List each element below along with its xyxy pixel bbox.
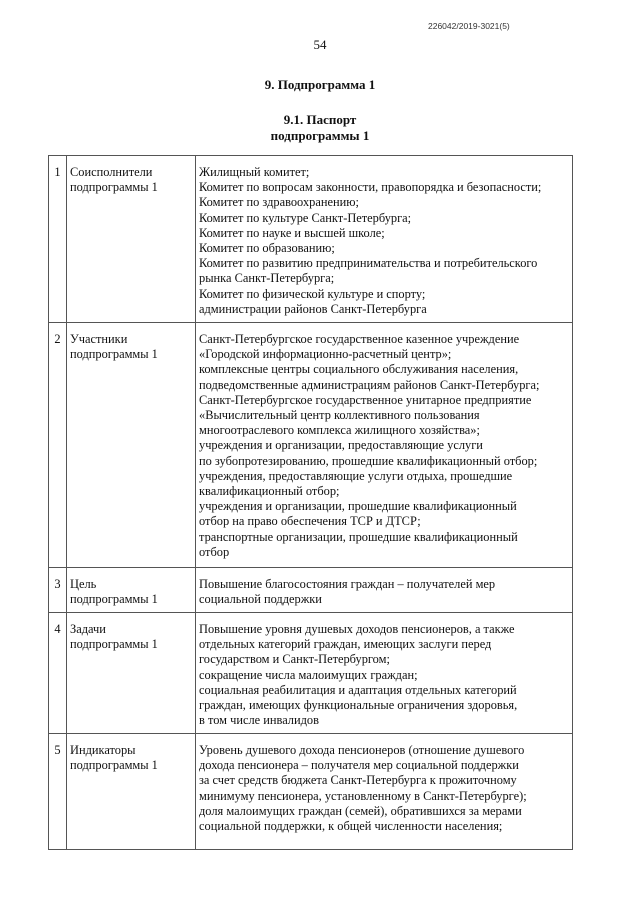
table-row xyxy=(49,568,573,613)
row-label: Соисполнители подпрограммы 1 xyxy=(67,156,196,323)
table-row xyxy=(49,323,573,568)
row-number: 3 xyxy=(49,568,67,613)
row-number: 2 xyxy=(49,323,67,568)
document-id: 226042/2019-3021(5) xyxy=(428,21,510,31)
table-row xyxy=(49,156,573,323)
row-content: Уровень душевого дохода пенсионеров (отношение душевого дохода пенсионера – получателя мер социальной поддержки за счет средств бюджета Санкт-Петербурга к прожиточному минимуму пенсионера, установленному в Санкт-Петербурге); доля малоимущих граждан (семей), обратившихся за мерами социальной поддержки, к общей численности населения; xyxy=(196,734,573,850)
row-label: Индикаторы подпрограммы 1 xyxy=(67,734,196,850)
row-number: 4 xyxy=(49,613,67,734)
row-label: Участники подпрограммы 1 xyxy=(67,323,196,568)
row-content: Повышение уровня душевых доходов пенсионеров, а также отдельных категорий граждан, имеющих заслуги перед государством и Санкт-Петербургом; сокращение числа малоимущих граждан; социальная реабилитация и адаптация отдельных категорий граждан, имеющих функциональные ограничения здоровья, в том числе инвалидов xyxy=(196,613,573,734)
row-content: Жилищный комитет; Комитет по вопросам законности, правопорядка и безопасности; Комитет по здравоохранению; Комитет по культуре Санкт-Петербурга; Комитет по науке и высшей школе; Комитет по образованию; Комитет по развитию предпринимательства и потребительского рынка Санкт-Петербурга; Комитет по физической культуре и спорту; администрации районов Санкт-Петербурга xyxy=(196,156,573,323)
page-number: 54 xyxy=(313,37,327,52)
row-number: 5 xyxy=(49,734,67,850)
row-content: Повышение благосостояния граждан – получателей мер социальной поддержки xyxy=(196,568,573,613)
passport-table xyxy=(48,155,573,850)
table-row xyxy=(49,734,573,850)
row-number: 1 xyxy=(49,156,67,323)
section-title: 9. Подпрограмма 1 xyxy=(264,77,376,92)
row-label: Цель подпрограммы 1 xyxy=(67,568,196,613)
subsection-title: 9.1. Паспорт подпрограммы 1 xyxy=(270,112,370,143)
table-row xyxy=(49,613,573,734)
row-content: Санкт-Петербургское государственное казенное учреждение «Городской информационно-расчетный центр»; комплексные центры социального обслуживания населения, подведомственные администрациям районов Санкт-Петербурга; Санкт-Петербургское государственное унитарное предприятие «Вычислительный центр коллективного пользования многоотраслевого комплекса жилищного хозяйства»; учреждения и организации, предоставляющие услуги по зубопротезированию, прошедшие квалификационный отбор; учреждения, предоставляющие услуги отдыха, прошедшие квалификационный отбор; учреждения и организации, прошедшие квалификационный отбор на право обеспечения ТСР и ДТСР; транспортные организации, прошедшие квалификационный отбор xyxy=(196,323,573,568)
row-label: Задачи подпрограммы 1 xyxy=(67,613,196,734)
